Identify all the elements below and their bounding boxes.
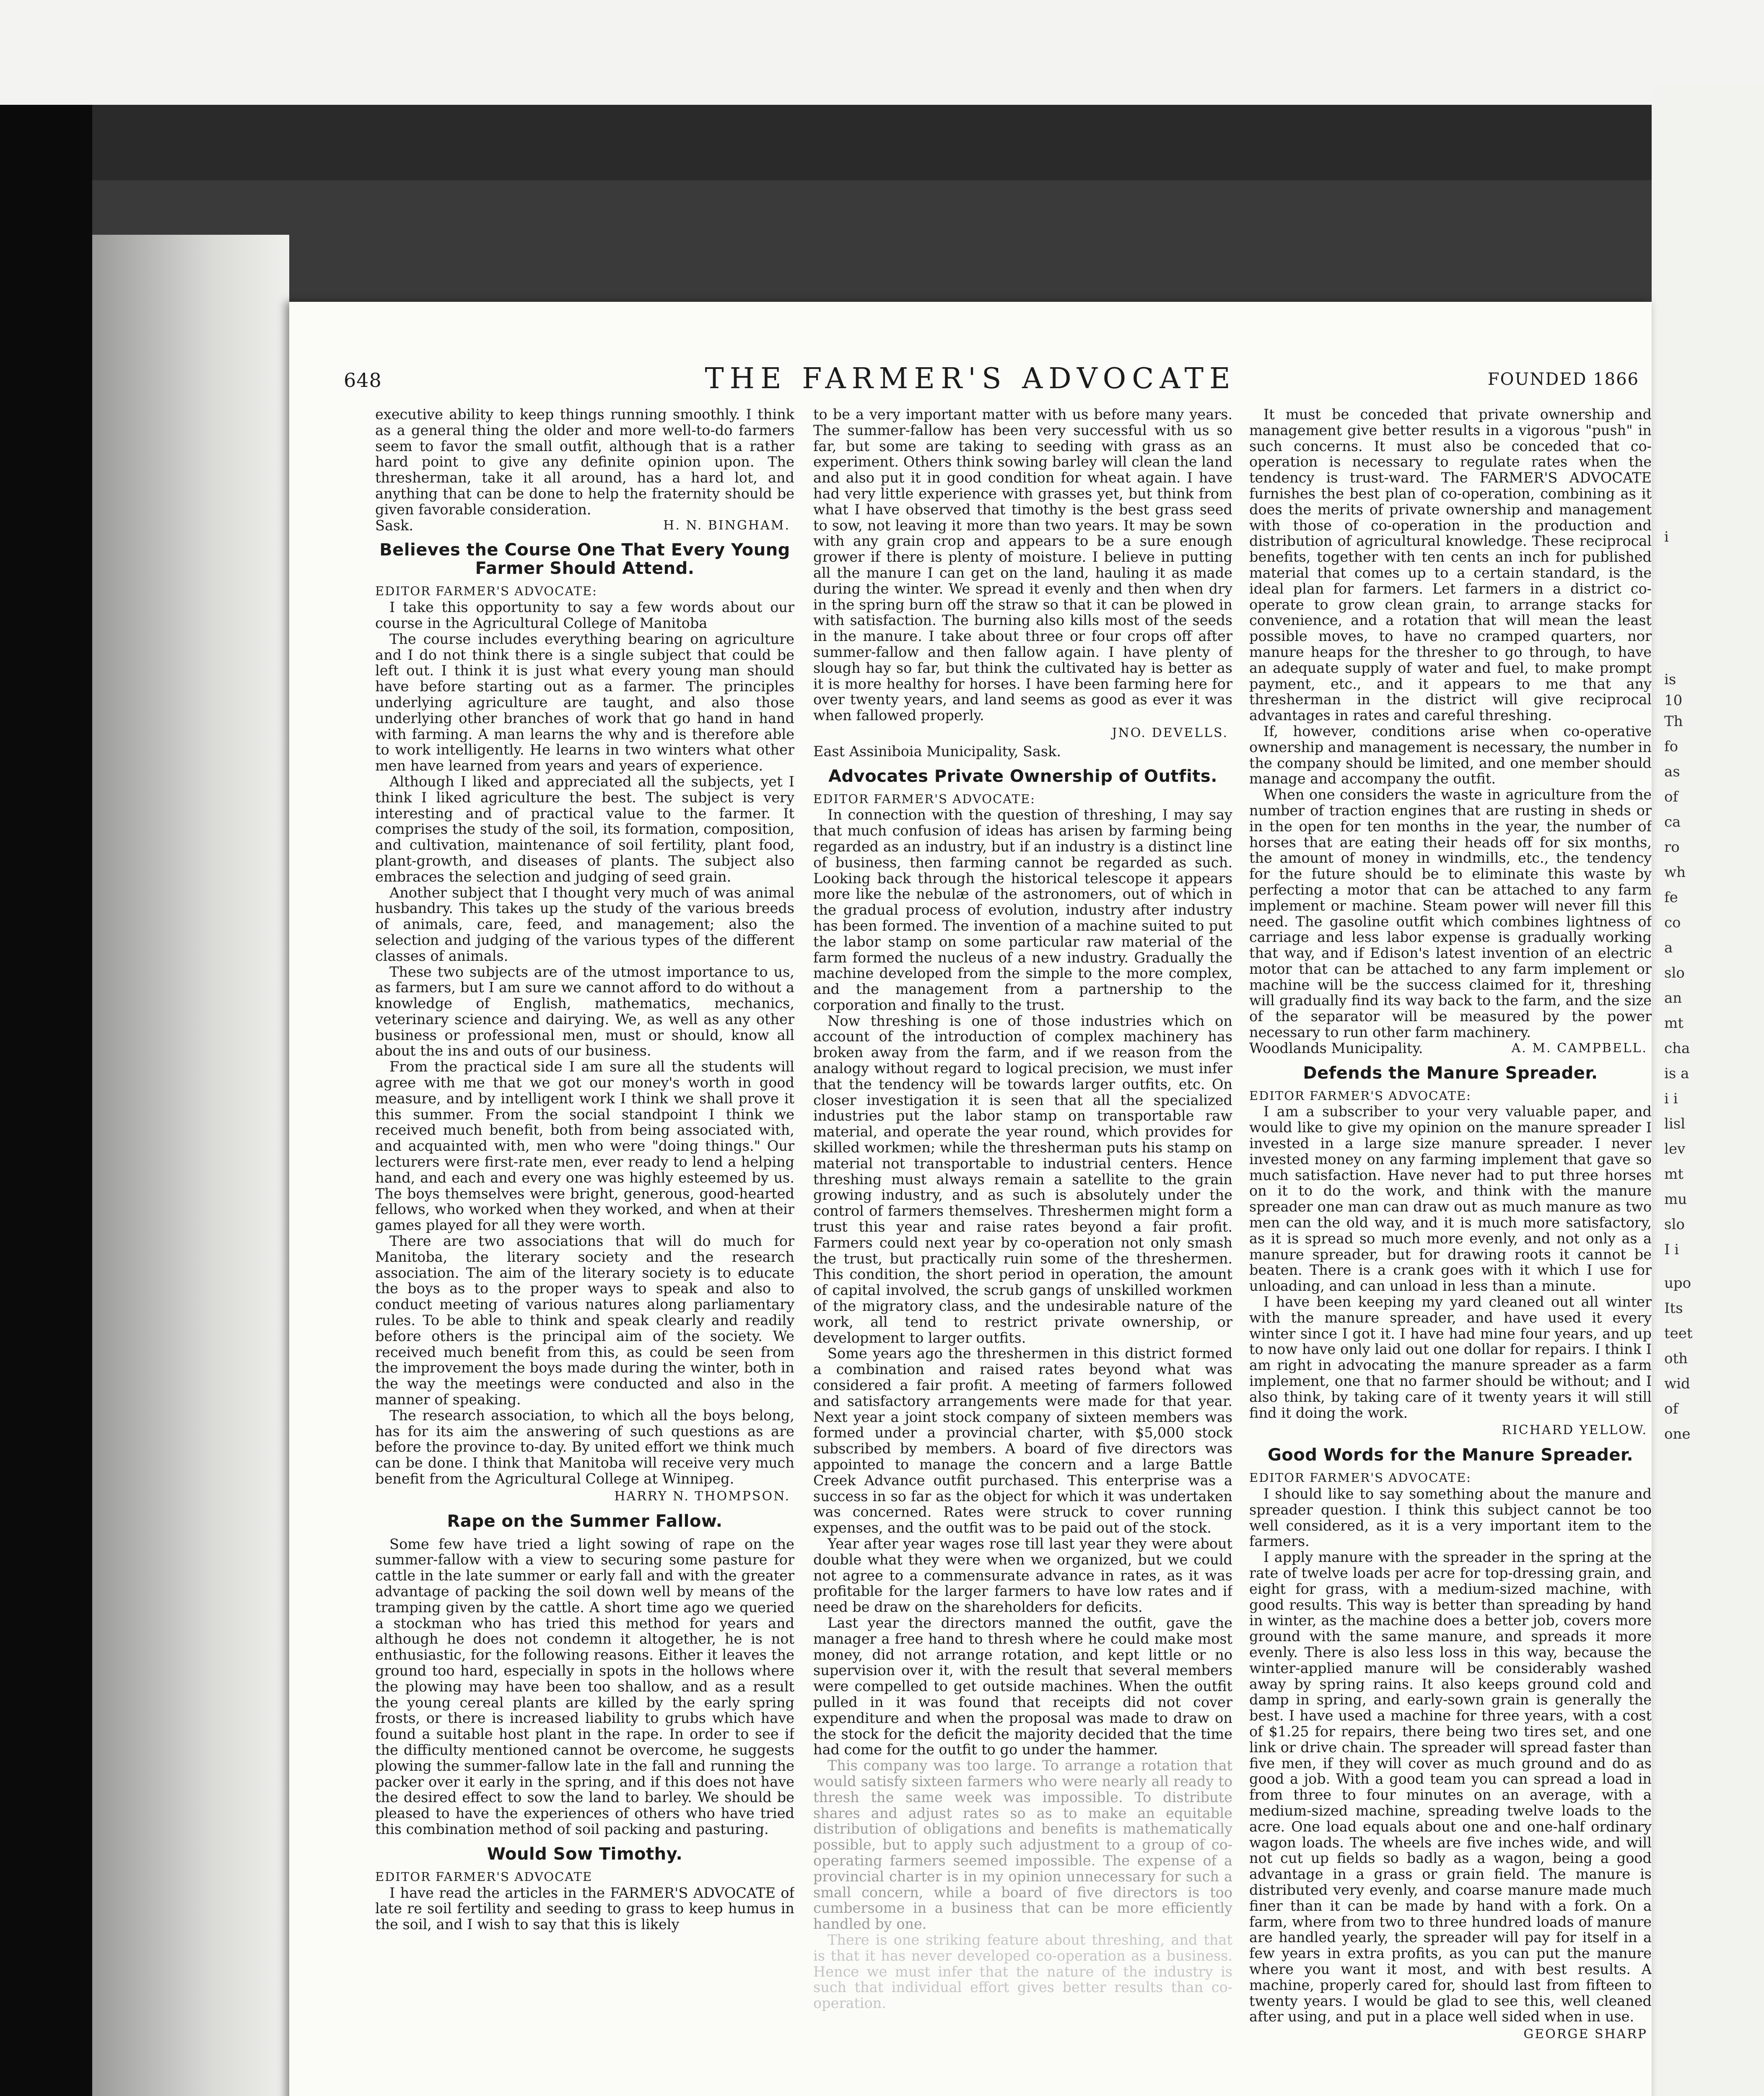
signature: GEORGE SHARP [1523,2027,1647,2042]
paragraph: The course includes everything bearing on agriculture and I do not think there is a single subject that could be left out. I think it is just what every young man should have before starting out as a farmer. The principles underlying agriculture are taught, and also those underlying other branches of work that go hand in hand with farming. A man learns the why and is therefore able to work intelligently. He learns in two winters what other men have learned from years and years of experience. [375,630,794,774]
paragraph: When one considers the waste in agriculture from the number of traction engines that are rusting in sheds or in the open for ten months in the year, the number of horses that are eating their heads off for six months, the amount of money in windmills, etc., the tendency for the future should be to eliminate this waste by perfecting a motor that can be attached to any farm implement or machine. Steam power will never fill this need. The gasoline outfit which combines lightness of carriage and less labor expense is gradually working that way, and if Edison's latest invention of an electric motor that can be attached to any farm implement or machine will be the success claimed for it, threshing will gradually find its way back to the farm, and the size of the separator will be measured by the power necessary to run other farm machinery. [1249,786,1652,1041]
paragraph: I take this opportunity to say a few words about our course in the Agricultural College of Manitoba [375,599,794,631]
fragment: teet [1664,1325,1693,1342]
signature-name: H. N. BINGHAM. [663,518,790,533]
fragment: an [1664,990,1682,1006]
paragraph: There are two associations that will do much for Manitoba, the literary society and the research association. The aim of the literary society is to educate the boys as to the proper ways to speak and also to conduct meeting of various natures along parliamentary rules. To be able to think and speak clearly and readily before others is the principal aim of the society. We received much benefit from this, as could be seen from the improvement the boys made during the winter, both in the way the meetings were conducted and also in the manner of speaking. [375,1233,794,1408]
signature-place: Sask. [375,517,414,534]
paragraph: executive ability to keep things running smoothly. I think as a general thing the older and more well-to-do farmers seem to favor the small outfit, although that is a rather hard point to give any definite opinion upon. The thresherman, take it all around, has a hard lot, and anything that can be done to help the fraternity should be given favorable consideration. [375,407,794,518]
fragment: as [1664,763,1680,780]
fragment: mt [1664,1015,1684,1032]
paragraph: I should like to say something about the manure and spreader question. I think this subject cannot be too well considered, as it is a very important item to the farmers. [1249,1486,1652,1550]
paragraph: These two subjects are of the utmost importance to us, as farmers, but I am sure we cannot afford to do without a knowledge of English, mathematics, mechanics, veterinary science and dairying. We, as well as any other business or professional men, must or should, know all about the ins and outs of our business. [375,963,794,1059]
fragment: co [1664,914,1681,931]
fragment: wh [1664,864,1686,881]
fragment: a [1664,939,1673,956]
editor-salutation: EDITOR FARMER'S ADVOCATE: [813,791,1035,806]
editor-salutation: EDITOR FARMER'S ADVOCATE: [1249,1471,1471,1485]
paragraph: The research association, to which all the boys belong, has for its aim the answering of such questions as are before the province to-day. By united effort we think much can be done. I think that Manitoba will receive very much benefit from the Agricultural College at Winnipeg. [375,1407,794,1487]
back-page-edge [92,235,289,2096]
fragment: Its [1664,1300,1683,1317]
adjacent-page-strip [1652,84,1764,2096]
fragment: wid [1664,1375,1690,1392]
article-heading: Advocates Private Ownership of Outfits. [828,766,1217,786]
paragraph: Year after year wages rose till last year they were about double what they were when we organized, but we could not agree to a commensurate advance in rates, as it was profitable for the larger farmers to have low rates and if need be draw on the shareholders for deficits. [813,1535,1232,1616]
signature-name: A. M. CAMPBELL. [1511,1040,1647,1056]
article-heading: Would Sow Timothy. [487,1844,683,1864]
paragraph: This company was too large. To arrange a rotation that would satisfy sixteen farmers who were nearly all ready to thresh the same week was impossible. To distribute shares and adjust rates so as to make an equitable distribution of obligations and benefits is mathematically possible, but to apply such adjustment to a group of co-operating farmers seemed impossible. The expense of a provincial charter is in my opinion unnecessary for such a small concern, while a board of five directors is too cumbersome in a business that can be more efficiently handled by one. [813,1757,1232,1933]
editor-salutation: EDITOR FARMER'S ADVOCATE: [375,584,597,599]
fragment: I i [1664,1241,1679,1258]
paragraph: Some few have tried a light sowing of rape on the summer-fallow with a view to securing some pasture for cattle in the late summer or early fall and with the greater advantage of packing the soil down well by means of the tramping given by the cattle. A short time ago we queried a stockman who has tried this method for years and although he does not condemn it altogether, he is not enthusiastic, for the following reasons. Either it leaves the ground too hard, especially in spots in the hollows where the plowing may have been too shallow, and as a result the young cereal plants are killed by the early spring frosts, or there is increased liability to grubs which have found a suitable host plant in the rape. In order to see if the difficulty mentioned cannot be overcome, he suggests plowing the summer-fallow late in the fall and running the packer over it early in the spring, and if this does not have the desired effect to sow the land to barley. We should be pleased to have the experiences of others who have tried this combination method of soil packing and pasturing. [375,1536,794,1837]
film-margin-top [0,0,1764,105]
column-3 [1249,407,1652,2096]
article-heading: Defends the Manure Spreader. [1303,1063,1598,1083]
column-1 [375,407,794,2096]
paragraph: to be a very important matter with us before many years. The summer-fallow has been very successful with us so far, but some are taking to seeding with grass as an experiment. Others think sowing barley will clean the land and also put it in good condition for wheat again. I have had very little experience with grasses yet, but think from what I have observed that timothy is the best grass seed to sow, not leaving it more than two years. It may be sown with any grain crop and appears to be a sure enough grower if there is plenty of moisture. I believe in putting all the manure I can get on the land, hauling it as made during the winter. We spread it evenly and then when dry in the spring burn off the straw so that it can be plowed in with satisfaction. The burning also kills most of the seeds in the manure. I take about three or four crops off after summer-fallow and then fallow again. I have plenty of slough hay so far, but think the cultivated hay is better as it is more healthy for horses. I have been farming here for over twenty years, and land seems as good as ever it was when fallowed properly. [813,407,1232,724]
paragraph: I apply manure with the spreader in the spring at the rate of twelve loads per acre for top-dressing grain, and eight for grass, with a medium-sized machine, with good results. This way is better than spreading by hand in winter, as the machine does a better job, covers more ground with the same manure, and spreads it more evenly. There is also less loss in this way, because the winter-applied manure will be considerably washed away by spring rains. It also keeps ground cold and damp in spring, and early-sown grain is generally the best. I have used a machine for three years, with a cost of $1.25 for repairs, there being two tires set, and one link or drive chain. The spreader will spread faster than five men, if they will cover as much ground and do as good a job. With a good team you can spread a load in from three to four minutes on an average, with a medium-sized machine, spreading twelve loads to the acre. One load equals about one and one-half ordinary wagon loads. The wheels are five inches wide, and will not cut up fields so badly as a wagon, being a good advantage in a grass or grain field. The manure is distributed very evenly, and coarse manure made much finer than it can be made by hand with a fork. On a farm, where from two to three hundred loads of manure are handled yearly, the spreader will pay for itself in a few years in extra profits, as you can put the manure where you want it most, and with best results. A machine, properly cared for, should last from fifteen to twenty years. I would be glad to see this, well cleaned after using, and put in a place well sided when in use. [1249,1549,1652,2025]
paragraph: I am a subscriber to your very valuable paper, and would like to give my opinion on the manure spreader I invested in a large size manure spreader. I never invested money on any farming implement that gave so much satisfaction. Have never had to put three horses on it to do the work, and think with the manure spreader one man can draw out as much manure as two men can the old way, and it is much more satisfactory, as it is spread so much more evenly, and not only as a manure spreader, but for drawing roots it cannot be beaten. There is a crank goes with it which I use for unloading, and can unload in less than a minute. [1249,1103,1652,1294]
editor-salutation: EDITOR FARMER'S ADVOCATE: [1249,1088,1471,1103]
paragraph: In connection with the question of threshing, I may say that much confusion of ideas has arisen by farming being regarded as an industry, but if an industry is a distinct line of business, then farming cannot be regarded as such. Looking back through the historical telescope it appears more like the nebulæ of the astronomers, out of which in the gradual process of evolution, industry after industry has been formed. The invention of a machine suited to put the labor stamp on some particular raw material of the farm formed the nucleus of a new industry. Gradually the machine developed from the simple to the more complex, and the management from a partnership to the corporation and finally to the trust. [813,807,1232,1013]
paragraph: I have read the articles in the FARMER'S ADVOCATE of late re soil fertility and seeding to grass to keep humus in the soil, and I wish to say that this is likely [375,1884,794,1933]
editor-salutation: EDITOR FARMER'S ADVOCATE [375,1869,593,1884]
fragment: cha [1664,1040,1690,1057]
fragment: of [1664,1401,1678,1417]
fragment: Th [1664,713,1683,730]
page-number: 648 [344,369,382,392]
paragraph: There is one striking feature about threshing, and that is that it has never developed co-operation as a business. Hence we must infer that the nature of the industry is such that individual effort gives better results than co-operation. [813,1931,1232,2012]
signature-line [1249,1040,1652,1056]
fragment: slo [1664,965,1685,981]
paragraph: Now threshing is one of those industries which on account of the introduction of complex machinery has broken away from the farm, and if we reason from the analogy without regard to logical precision, we must infer that the tendency will be towards larger outfits, etc. On closer investigation it is seen that all the specialized industries put the labor stamp on transportable raw material, and operate the year round, which provides for skilled workmen; while the thresherman puts his stamp on material not transportable to industrial centers. Hence threshing must always remain a satellite to the grain growing industry, and as such is absolutely under the control of farmers themselves. Threshermen might form a trust this year and raise rates beyond a fair profit. Farmers could next year by co-operation not only smash the trust, but practically ruin some of the threshermen. This condition, the short period in operation, the amount of capital involved, the scrub gangs of unskilled workmen of the migratory class, and the undesirable nature of the work, all tend to restrict private ownership, or development to larger outfits. [813,1012,1232,1346]
column-2 [813,407,1232,2096]
fragment: slo [1664,1216,1685,1233]
page-header [289,361,1652,398]
article-heading: Rape on the Summer Fallow. [447,1511,723,1531]
fragment: ro [1664,839,1680,856]
fragment: one [1664,1426,1691,1442]
paragraph: I have been keeping my yard cleaned out all winter with the manure spreader, and have used it every winter since I got it. I have had mine four years, and up to now have only laid out one dollar for repairs. I think I am right in advocating the manure spreader as a farm implement, one that no farmer should be without; and I also think, by taking care of it twenty years it will still find it doing the work. [1249,1294,1652,1421]
article-heading: Good Words for the Manure Spreader. [1267,1445,1634,1465]
paragraph: From the practical side I am sure all the students will agree with me that we got our money's worth in good measure, and by intelligent work I think we shall prove it this summer. From the social standpoint I think we received much benefit, both from being associated with, and acquainted with, men who were "doing things." Our lecturers were first-rate men, ever ready to lend a helping hand, and each and every one was highly esteemed by us. The boys themselves were bright, generous, good-hearted fellows, who worked when they worked, and when at their games played for all they were worth. [375,1058,794,1234]
signature: JNO. DEVELLS. [1112,725,1228,740]
film-dark-band [92,105,1652,180]
fragment: of [1664,789,1678,805]
fragment: upo [1664,1275,1691,1292]
fragment: is a [1664,1065,1689,1082]
fragment: 10 [1664,692,1683,709]
signature: RICHARD YELLOW. [1502,1423,1647,1438]
signature-line [375,518,794,534]
paragraph: Some years ago the threshermen in this district formed a combination and raised rates beyond what was considered a fair profit. A meeting of farmers followed and satisfactory arrangements were made for that year. Next year a joint stock company of sixteen members was formed under a provincial charter, with $5,000 stock subscribed by members. A board of five directors was appointed to manage the concern and a large Battle Creek Advance outfit purchased. This enterprise was a success in so far as the object for which it was undertaken was concerned. Rates were struck to cover running expenses, and the outfit was to be paid out of the stock. [813,1345,1232,1536]
fragment: ca [1664,814,1681,830]
paragraph: Last year the directors manned the outfit, gave the manager a free hand to thresh where he could make most money, did not arrange rotation, and kept little or no supervision over it, with the result that several members were compelled to get outside machines. When the outfit pulled in it was found that receipts did not cover expenditure and when the proposal was made to draw on the stock for the deficit the majority decided that the time had come for the outfit to go under the hammer. [813,1614,1232,1758]
fragment: fo [1664,738,1678,755]
fragment: fe [1664,889,1678,906]
fragment: mt [1664,1166,1684,1183]
fragment: i i [1664,1090,1678,1107]
masthead-title: THE FARMER'S ADVOCATE [705,362,1236,395]
fragment: is [1664,671,1676,688]
signature-location: East Assiniboia Municipality, Sask. [813,743,1061,760]
founded-line: FOUNDED 1866 [1487,370,1639,389]
article-heading: Believes the Course One That Every Young Farmer Should Attend. [379,540,790,578]
fragment: i [1664,529,1669,545]
signature: HARRY N. THOMPSON. [614,1489,790,1504]
fragment: lev [1664,1141,1686,1157]
fragment: lisl [1664,1115,1686,1132]
paragraph: It must be conceded that private ownership and management give better results in a vigorous "push" in such concerns. It must also be conceded that co-operation is necessary to regulate rates when the tendency is trust-ward. The FARMER'S ADVOCATE furnishes the best plan of co-operation, combining as it does the merits of private ownership and management with those of co-operation in the production and distribution of agricultural knowledge. These reciprocal benefits, together with ten cents an inch for published material that comes up to a certain standard, is the ideal plan for farmers. Let farmers in a district co-operate to grow clean grain, to arrange stacks for convenience, and a rotation that will mean the least possible moves, to have no cramped quarters, nor manure heaps for the thresher to go through, to have an adequate supply of water and fuel, to make prompt payment, etc., and it appears to me that any thresherman in the district will give reciprocal advantages in rates and careful threshing. [1249,407,1652,724]
paragraph: If, however, conditions arise when co-operative ownership and management is necessary, the number in the company should be limited, and one member should manage and accompany the outfit. [1249,723,1652,787]
signature-place: Woodlands Municipality. [1249,1040,1423,1056]
paragraph: Although I liked and appreciated all the subjects, yet I think I liked agriculture the best. The subject is very interesting and of practical value to the farmer. It comprises the study of the soil, its formation, composition, and cultivation, maintenance of soil fertility, plant food, plant-growth, and diseases of plants. The subject also embraces the selection and judging of seed grain. [375,773,794,885]
fragment: oth [1664,1350,1688,1367]
paragraph: Another subject that I thought very much of was animal husbandry. This takes up the study of the various breeds of animals, care, feed, and management; also the selection and judging of the various types of the different classes of animals. [375,884,794,964]
newspaper-page [289,302,1652,2096]
fragment: mu [1664,1191,1687,1208]
